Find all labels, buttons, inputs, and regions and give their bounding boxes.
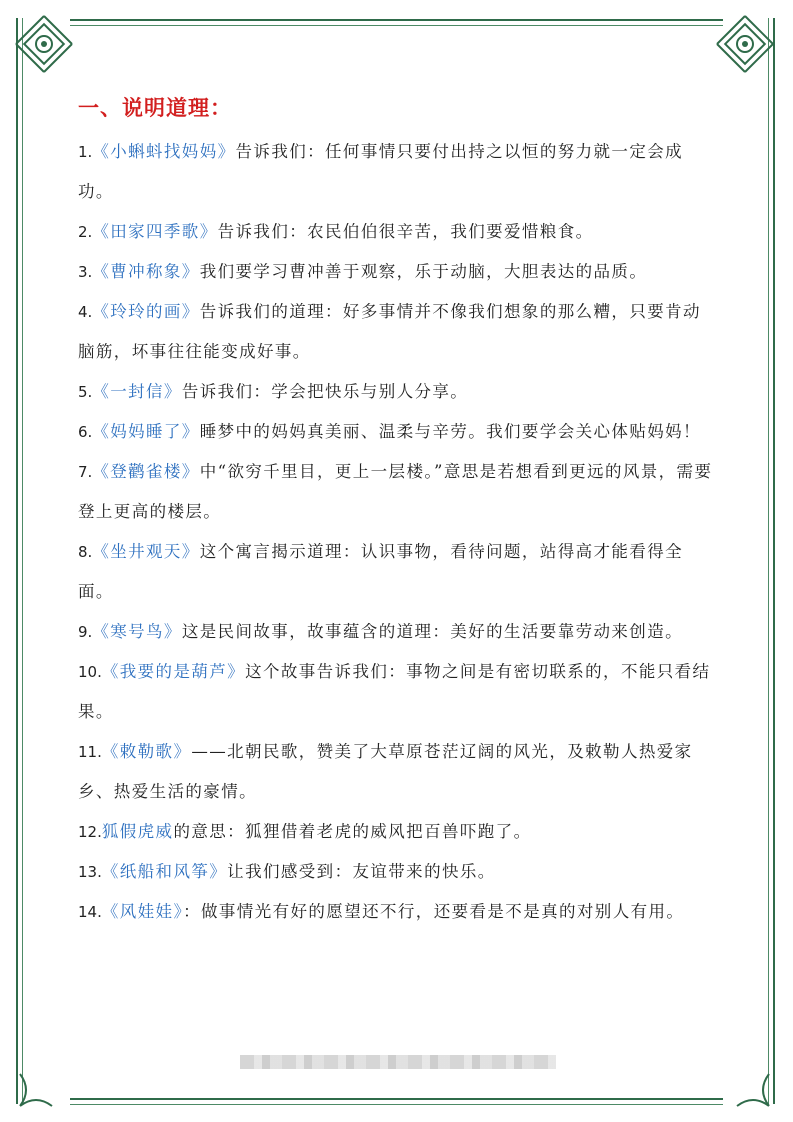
list-item xyxy=(78,372,718,412)
item-title: 《我要的是葫芦》 xyxy=(101,662,246,681)
corner-ornament-icon xyxy=(713,12,777,76)
item-list xyxy=(78,132,718,1025)
item-title: 狐假虎威 xyxy=(101,822,174,841)
item-number: 7. xyxy=(78,463,93,481)
item-title: 《小蝌蚪找妈妈》 xyxy=(92,142,236,161)
item-text: 告诉我们：农民伯伯很辛苦，我们要爱惜粮食。 xyxy=(217,222,594,241)
list-item xyxy=(78,292,718,372)
item-number: 11. xyxy=(78,743,102,761)
border-top-line-inner xyxy=(70,25,723,26)
item-title: 《纸船和风筝》 xyxy=(101,862,228,881)
item-title: 《坐井观天》 xyxy=(92,542,200,561)
item-text: ——北朝民歌，赞美了大草原苍茫辽阔的风光，及敕勒人热爱家乡、热爱生活的豪情。 xyxy=(78,742,693,801)
item-text: 告诉我们：学会把快乐与别人分享。 xyxy=(181,382,469,401)
section-heading: 一、说明道理： xyxy=(78,96,232,120)
item-number: 12. xyxy=(78,823,102,841)
item-text: 告诉我们：任何事情只要付出持之以恒的努力就一定会成功。 xyxy=(78,142,684,201)
item-number: 2. xyxy=(78,223,93,241)
item-title: 《一封信》 xyxy=(92,382,182,401)
item-number: 10. xyxy=(78,663,102,681)
item-text: 这个寓言揭示道理：认识事物，看待问题，站得高才能看得全面。 xyxy=(78,542,684,601)
item-text: 这个故事告诉我们：事物之间是有密切联系的，不能只看结果。 xyxy=(78,662,711,721)
corner-ornament-icon xyxy=(12,12,76,76)
item-number: 8. xyxy=(78,543,93,561)
item-number: 3. xyxy=(78,263,93,281)
item-title: 《登鹳雀楼》 xyxy=(92,462,200,481)
border-bottom-line-inner xyxy=(70,1104,723,1105)
item-text: 我们要学习曹冲善于观察，乐于动脑，大胆表达的品质。 xyxy=(199,262,648,281)
item-title: 《曹冲称象》 xyxy=(92,262,200,281)
item-text: 让我们感受到：友谊带来的快乐。 xyxy=(227,862,496,881)
item-number: 5. xyxy=(78,383,93,401)
list-item xyxy=(78,852,718,892)
item-number: 1. xyxy=(78,143,93,161)
list-item xyxy=(78,212,718,252)
list-item xyxy=(78,612,718,652)
item-number: 13. xyxy=(78,863,102,881)
list-item xyxy=(78,532,718,612)
border-bottom-line xyxy=(70,1098,723,1100)
item-text: 的意思：狐狸借着老虎的威风把百兽吓跑了。 xyxy=(173,822,532,841)
item-title: 《妈妈睡了》 xyxy=(92,422,200,441)
list-item xyxy=(78,732,718,812)
border-top-line xyxy=(70,19,723,21)
item-text: 这是民间故事，故事蕴含的道理：美好的生活要靠劳动来创造。 xyxy=(181,622,684,641)
list-item xyxy=(78,412,718,452)
item-title: 《敕勒歌》 xyxy=(101,742,192,761)
item-number: 6. xyxy=(78,423,93,441)
list-item xyxy=(78,812,718,852)
list-item xyxy=(78,132,718,212)
item-number: 14. xyxy=(78,903,102,921)
item-title: 《田家四季歌》 xyxy=(92,222,218,241)
item-number: 4. xyxy=(78,303,93,321)
list-item xyxy=(78,652,718,732)
list-item xyxy=(78,252,718,292)
blurred-footer-watermark xyxy=(240,1055,556,1069)
item-text: 睡梦中的妈妈真美丽、温柔与辛劳。我们要学会关心体贴妈妈！ xyxy=(199,422,701,441)
item-text: ：做事情光有好的愿望还不行，还要看是不是真的对别人有用。 xyxy=(183,902,685,921)
item-text: 告诉我们的道理：好多事情并不像我们想象的那么糟，只要肯动脑筋，坏事往往能变成好事。 xyxy=(78,302,701,361)
item-title: 《玲玲的画》 xyxy=(92,302,200,321)
item-text: 中“欲穷千里目，更上一层楼。”意思是若想看到更远的风景，需要登上更高的楼层。 xyxy=(78,462,713,521)
list-item xyxy=(78,892,718,932)
list-item xyxy=(78,452,718,532)
corner-ornament-icon xyxy=(12,1050,76,1114)
item-title: 《风娃娃》 xyxy=(101,902,184,921)
item-number: 9. xyxy=(78,623,93,641)
item-title: 《寒号鸟》 xyxy=(92,622,182,641)
corner-ornament-icon xyxy=(713,1050,777,1114)
